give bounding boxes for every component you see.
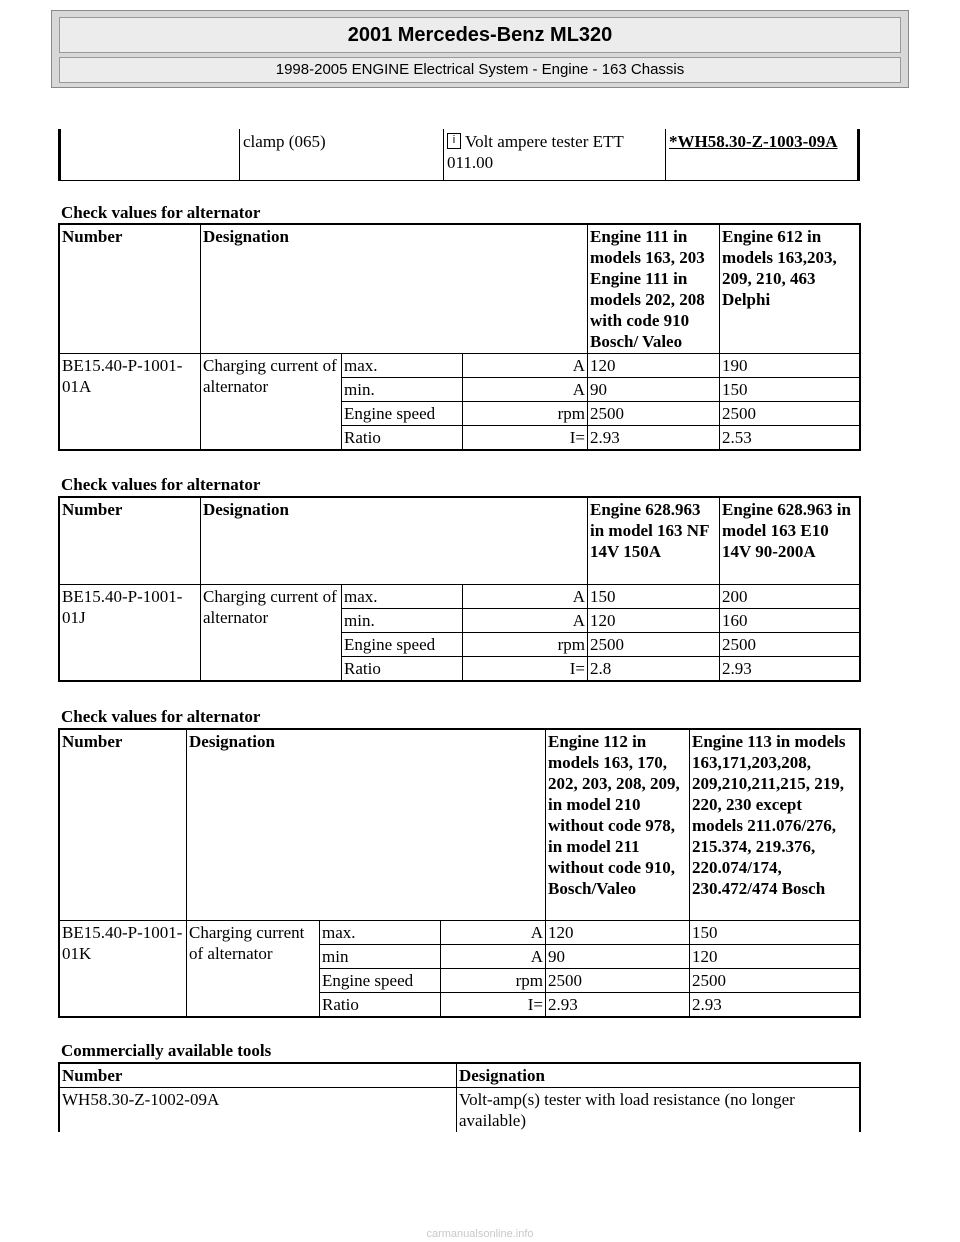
part-number: BE15.40-P-1001-01A <box>59 354 201 451</box>
value-a: 2.8 <box>588 657 720 682</box>
unit: A <box>441 921 546 945</box>
value-a: 2.93 <box>588 426 720 451</box>
value-b: 190 <box>720 354 861 378</box>
unit: rpm <box>441 969 546 993</box>
param: Ratio <box>320 993 441 1018</box>
table-cell <box>444 129 666 181</box>
value-b: 2500 <box>690 969 861 993</box>
value-a: 2500 <box>546 969 690 993</box>
param: Ratio <box>342 426 463 451</box>
header-designation: Designation <box>457 1063 861 1088</box>
value-a: 120 <box>588 354 720 378</box>
value-b: 120 <box>690 945 861 969</box>
document-subtitle: 1998-2005 ENGINE Electrical System - Engine - 163 Chassis <box>59 57 901 83</box>
param: Engine speed <box>342 633 463 657</box>
value-a: 2500 <box>588 633 720 657</box>
param: min. <box>342 609 463 633</box>
value-a: 90 <box>588 378 720 402</box>
table-header-row <box>59 1063 860 1088</box>
table-row <box>59 585 860 609</box>
section-title: Check values for alternator <box>61 707 261 726</box>
table-row <box>60 129 859 181</box>
unit: I= <box>441 993 546 1018</box>
section-title: Commercially available tools <box>61 1041 272 1060</box>
info-icon: i <box>447 133 461 149</box>
value-a: 150 <box>588 585 720 609</box>
param: Ratio <box>342 657 463 682</box>
header-engine-a: Engine 111 in models 163, 203 Engine 111 in models 202, 208 with code 910 Bosch/ Valeo <box>588 224 720 354</box>
header-designation: Designation <box>201 497 588 585</box>
value-a: 2500 <box>588 402 720 426</box>
table-row <box>59 921 860 945</box>
value-a: 90 <box>546 945 690 969</box>
param: max. <box>320 921 441 945</box>
part-number: BE15.40-P-1001-01K <box>59 921 187 1018</box>
header-engine-a: Engine 112 in models 163, 170, 202, 203, 208, 209, in model 210 without code 978, in model 211 without code 910, Bosch/Valeo <box>546 729 690 921</box>
header-number: Number <box>59 729 187 921</box>
header-number: Number <box>59 497 201 585</box>
unit: rpm <box>463 633 588 657</box>
unit: I= <box>463 426 588 451</box>
table-cell: clamp (065) <box>240 129 444 181</box>
unit: rpm <box>463 402 588 426</box>
document-title: 2001 Mercedes-Benz ML320 <box>59 17 901 53</box>
header-designation: Designation <box>187 729 546 921</box>
header-engine-a: Engine 628.963 in model 163 NF 14V 150A <box>588 497 720 585</box>
table-header-row <box>59 497 860 585</box>
value-a: 120 <box>588 609 720 633</box>
table-row <box>59 354 860 378</box>
table-row <box>59 1088 860 1133</box>
tools-continued-table <box>58 129 860 181</box>
header-designation: Designation <box>201 224 588 354</box>
param: max. <box>342 585 463 609</box>
empty-cell <box>60 129 240 181</box>
section-title: Check values for alternator <box>61 475 261 494</box>
table-header-row <box>59 224 860 354</box>
unit: A <box>463 609 588 633</box>
value-b: 150 <box>690 921 861 945</box>
value-b: 150 <box>720 378 861 402</box>
unit: A <box>463 585 588 609</box>
value-a: 2.93 <box>546 993 690 1018</box>
header-number: Number <box>59 224 201 354</box>
value-b: 200 <box>720 585 861 609</box>
designation: Charging current of alternator <box>201 354 342 451</box>
value-b: 160 <box>720 609 861 633</box>
param: min. <box>342 378 463 402</box>
header-engine-b: Engine 113 in models 163,171,203,208, 209,210,211,215, 219, 220, 230 except models 211.076/276, 215.374, 219.376, 220.074/174, 230.472/474 Bosch <box>690 729 861 921</box>
unit: I= <box>463 657 588 682</box>
tool-number: WH58.30-Z-1002-09A <box>59 1088 457 1133</box>
table-header-row <box>59 729 860 921</box>
document-header <box>51 10 909 88</box>
commercial-tools-table <box>58 1062 861 1132</box>
check-values-table-1 <box>58 223 861 451</box>
tool-name: Volt ampere tester ETT 011.00 <box>447 132 624 172</box>
param: min <box>320 945 441 969</box>
value-b: 2.93 <box>690 993 861 1018</box>
value-a: 120 <box>546 921 690 945</box>
header-engine-b: Engine 612 in models 163,203, 209, 210, 463 Delphi <box>720 224 861 354</box>
tool-designation: Volt-amp(s) tester with load resistance (no longer available) <box>457 1088 861 1133</box>
header-engine-b: Engine 628.963 in model 163 E10 14V 90-200A <box>720 497 861 585</box>
value-b: 2.53 <box>720 426 861 451</box>
value-b: 2.93 <box>720 657 861 682</box>
param: max. <box>342 354 463 378</box>
part-number: BE15.40-P-1001-01J <box>59 585 201 682</box>
value-b: 2500 <box>720 633 861 657</box>
tool-link[interactable]: *WH58.30-Z-1003-09A <box>669 132 838 151</box>
unit: A <box>463 354 588 378</box>
unit: A <box>463 378 588 402</box>
param: Engine speed <box>342 402 463 426</box>
value-b: 2500 <box>720 402 861 426</box>
check-values-table-3 <box>58 728 861 1018</box>
footer-watermark: carmanualsonline.info <box>426 1228 534 1240</box>
section-title: Check values for alternator <box>61 203 261 222</box>
check-values-table-2 <box>58 496 861 682</box>
designation: Charging current of alternator <box>201 585 342 682</box>
unit: A <box>441 945 546 969</box>
designation: Charging current of alternator <box>187 921 320 1018</box>
table-cell <box>666 129 859 181</box>
header-number: Number <box>59 1063 457 1088</box>
param: Engine speed <box>320 969 441 993</box>
